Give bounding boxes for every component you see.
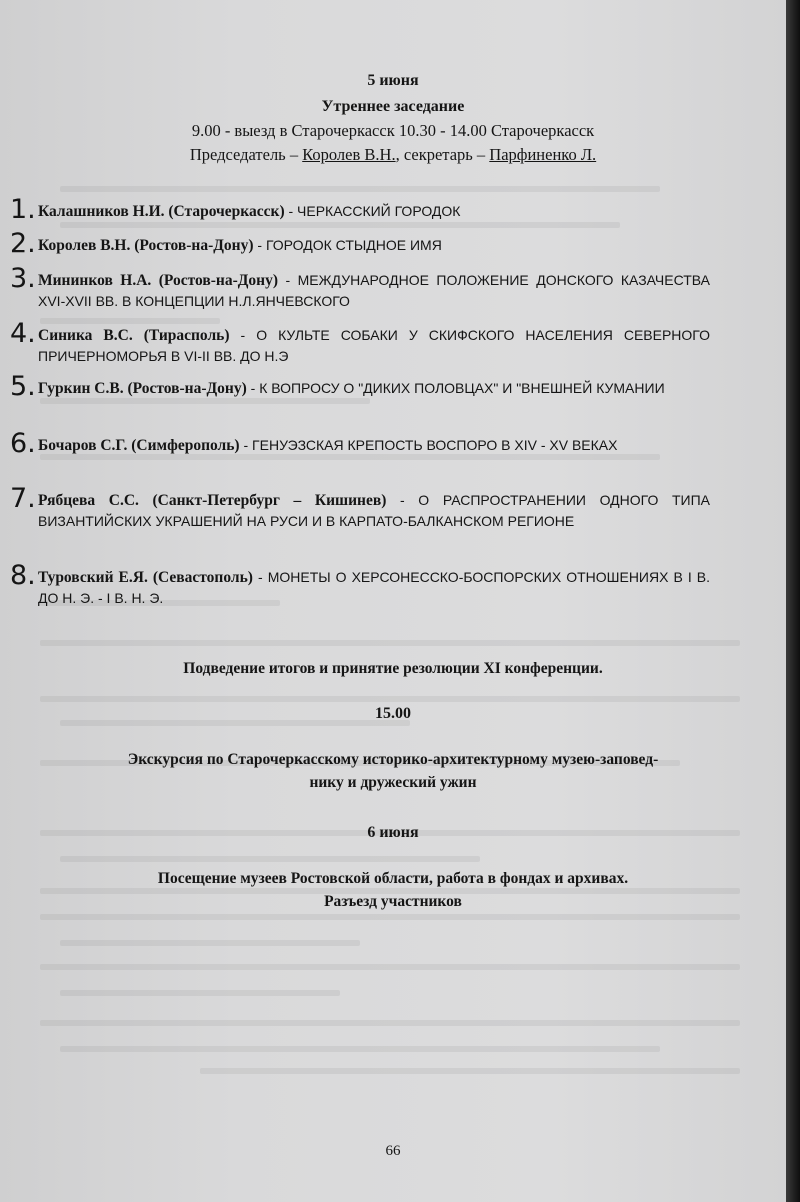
item-number: 1.: [10, 194, 36, 225]
program-item: [10, 194, 710, 225]
visit-line-1: Посещение музеев Ростовской области, работа в фондах и архивах.: [157, 870, 629, 887]
excursion-line-2: нику и дружеский ужин: [309, 774, 477, 791]
talk-title: - ГОРОДОК СТЫДНОЕ ИМЯ: [253, 237, 442, 253]
item-number: 4.: [10, 318, 36, 349]
session-heading: Утреннее заседание: [321, 98, 465, 115]
chair-name: Королев В.Н.: [302, 145, 396, 164]
program-item: [10, 483, 710, 532]
item-number: 6.: [10, 428, 36, 459]
excursion-line-1: Экскурсия по Старочеркасскому историко-архитектурному музею-заповед-: [127, 751, 659, 768]
time-heading: 15.00: [375, 705, 411, 722]
item-number: 7.: [10, 483, 36, 514]
talk-title: - ГЕНУЭЗСКАЯ КРЕПОСТЬ ВОСПОРО В XIV - XV ВЕКАХ: [239, 437, 618, 453]
secretary-name: Парфиненко Л.: [489, 145, 597, 164]
visit-line-2: Разъезд участников: [324, 893, 462, 910]
speaker-name: Королев В.Н. (Ростов-на-Дону): [38, 237, 254, 254]
talk-title: - ЧЕРКАССКИЙ ГОРОДОК: [284, 203, 461, 219]
item-number: 3.: [10, 263, 36, 294]
talk-title: - О КУЛЬТЕ СОБАКИ У СКИФСКОГО НАСЕЛЕНИЯ СЕВЕРНОГО ПРИЧЕРНОМОРЬЯ В VI-II ВВ. ДО Н.Э: [38, 327, 710, 364]
talk-title: - О РАСПРОСТРАНЕНИИ ОДНОГО ТИПА ВИЗАНТИЙСКИХ УКРАШЕНИЙ НА РУСИ И В КАРПАТО-БАЛКАНСКОМ РЕГИОНЕ: [38, 492, 710, 529]
speaker-name: Гуркин С.В. (Ростов-на-Дону): [38, 380, 247, 397]
speaker-name: Мининков Н.А. (Ростов-на-Дону): [38, 272, 279, 289]
speaker-name: Синика В.С. (Тирасполь): [38, 327, 230, 344]
page-edge-shadow: [786, 0, 800, 1202]
item-number: 5.: [10, 371, 36, 402]
speaker-name: Туровский Е.Я. (Севастополь): [38, 569, 253, 586]
speaker-name: Бочаров С.Г. (Симферополь): [38, 437, 240, 454]
program-item: [10, 371, 710, 402]
summary-line: Подведение итогов и принятие резолюции XI конференции.: [183, 660, 603, 677]
talk-title: - МОНЕТЫ О ХЕРСОНЕССКО-БОСПОРСКИХ ОТНОШЕНИЯХ В I В. ДО Н. Э. - I В. Н. Э.: [38, 569, 710, 606]
schedule-line: 9.00 - выезд в Старочеркасск 10.30 - 14.00 Старочеркасск: [191, 121, 595, 140]
talk-title: - МЕЖДУНАРОДНОЕ ПОЛОЖЕНИЕ ДОНСКОГО КАЗАЧЕСТВА XVI-XVII ВВ. В КОНЦЕПЦИИ Н.Л.ЯНЧЕВСКОГО: [38, 272, 710, 309]
page-number: 66: [385, 1143, 401, 1159]
program-item: [10, 263, 710, 312]
chair-line: [0, 145, 786, 165]
program-item: [10, 318, 710, 367]
date-heading: 5 июня: [367, 72, 419, 89]
talk-title: - К ВОПРОСУ О "ДИКИХ ПОЛОВЦАХ" И "ВНЕШНЕЙ КУМАНИИ: [246, 380, 665, 396]
item-number: 8.: [10, 560, 36, 591]
speaker-name: Калашников Н.И. (Старочеркасск): [38, 203, 285, 220]
program-item: [10, 560, 710, 609]
program-item: [10, 428, 710, 459]
date-heading-2: 6 июня: [367, 824, 419, 841]
chair-label: Председатель –: [189, 145, 299, 164]
item-number: 2.: [10, 228, 36, 259]
secretary-label: , секретарь –: [395, 145, 486, 164]
speaker-name: Рябцева С.С. (Санкт-Петербург – Кишинев): [38, 492, 387, 509]
program-item: [10, 228, 710, 259]
